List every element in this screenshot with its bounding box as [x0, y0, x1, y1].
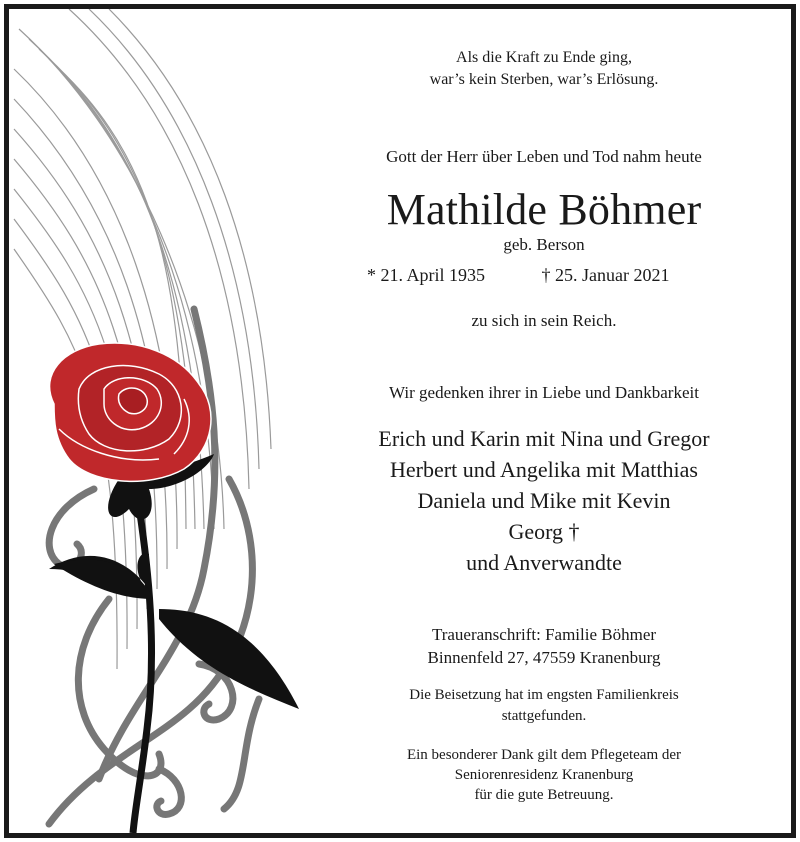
thanks-line: Seniorenresidenz Kranenburg: [454, 767, 634, 783]
mourning-address: [309, 623, 779, 669]
closing-line: zu sich in sein Reich.: [471, 311, 617, 330]
family-member: Herbert und Angelika mit Matthias: [390, 457, 698, 482]
lower-leaf: [159, 609, 299, 709]
family-list: [309, 423, 779, 578]
motto-line: Als die Kraft zu Ende ging,: [456, 49, 632, 66]
death-date: † 25. Januar 2021: [541, 265, 670, 285]
rose-illustration: [9, 9, 329, 833]
burial-line: stattgefunden.: [501, 708, 587, 724]
family-member: Daniela und Mike mit Kevin: [417, 488, 671, 513]
motto-line: war’s kein Sterben, war’s Erlösung.: [429, 71, 659, 88]
deceased-name: Mathilde Böhmer: [386, 185, 702, 234]
burial-notice: [309, 685, 779, 727]
address-line: Binnenfeld 27, 47559 Kranenburg: [427, 648, 661, 667]
family-member: und Anverwandte: [466, 550, 622, 575]
thanks-notice: [309, 745, 779, 805]
maiden-name: geb. Berson: [503, 235, 585, 254]
family-member: Erich und Karin mit Nina und Gregor: [378, 426, 710, 451]
intro-line: Gott der Herr über Leben und Tod nahm heute: [386, 147, 702, 166]
birth-date: * 21. April 1935: [367, 265, 486, 285]
thanks-line: für die gute Betreuung.: [474, 787, 614, 803]
rose-bloom: [50, 343, 211, 481]
family-member: Georg †: [508, 519, 580, 544]
remembrance-line: Wir gedenken ihrer in Liebe und Dankbarkeit: [389, 383, 699, 402]
life-dates: [367, 265, 670, 286]
burial-line: Die Beisetzung hat im engsten Familienkreis: [409, 687, 679, 703]
address-line: Traueranschrift: Familie Böhmer: [431, 625, 657, 644]
thanks-line: Ein besonderer Dank gilt dem Pflegeteam der: [406, 747, 682, 763]
motto: [309, 47, 779, 91]
obituary-frame: [4, 4, 796, 838]
